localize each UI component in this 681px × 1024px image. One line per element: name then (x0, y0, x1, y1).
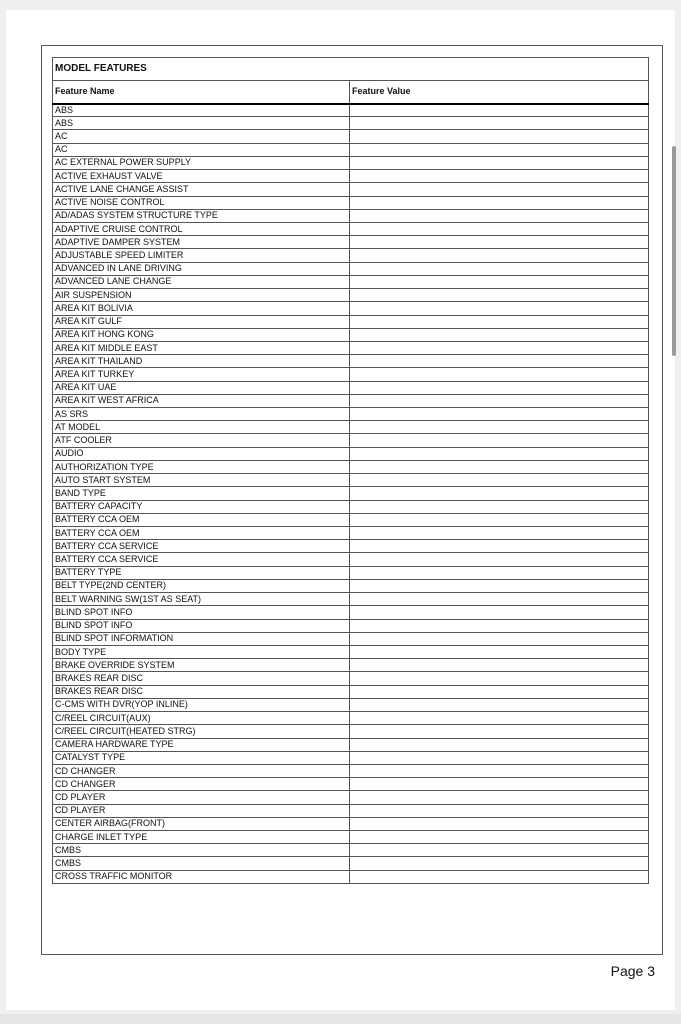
feature-name-cell: BLIND SPOT INFO (53, 606, 350, 619)
table-row (53, 143, 649, 156)
table-row (53, 170, 649, 183)
table-row (53, 764, 649, 777)
feature-name-cell: AC (53, 130, 350, 143)
table-row (53, 408, 649, 421)
feature-value-cell (350, 447, 649, 460)
feature-name-cell: AREA KIT HONG KONG (53, 328, 350, 341)
feature-value-cell (350, 302, 649, 315)
feature-name-cell: CENTER AIRBAG(FRONT) (53, 817, 350, 830)
feature-value-cell (350, 368, 649, 381)
feature-value-cell (350, 249, 649, 262)
table-row (53, 778, 649, 791)
table-row (53, 394, 649, 407)
feature-name-cell: BATTERY CCA OEM (53, 527, 350, 540)
vertical-scrollbar[interactable] (672, 146, 676, 356)
feature-name-cell: BRAKES REAR DISC (53, 685, 350, 698)
feature-name-cell: BATTERY CAPACITY (53, 500, 350, 513)
feature-value-cell (350, 341, 649, 354)
feature-name-cell: BLIND SPOT INFORMATION (53, 632, 350, 645)
table-row (53, 738, 649, 751)
feature-name-cell: ACTIVE EXHAUST VALVE (53, 170, 350, 183)
table-row (53, 619, 649, 632)
feature-value-cell (350, 394, 649, 407)
table-row (53, 685, 649, 698)
feature-value-cell (350, 460, 649, 473)
table-row (53, 474, 649, 487)
table-row (53, 566, 649, 579)
feature-value-cell (350, 764, 649, 777)
table-row (53, 844, 649, 857)
table-row (53, 831, 649, 844)
feature-value-cell (350, 117, 649, 130)
feature-name-cell: ABS (53, 117, 350, 130)
feature-name-cell: AIR SUSPENSION (53, 289, 350, 302)
feature-value-cell (350, 408, 649, 421)
table-row (53, 487, 649, 500)
table-row (53, 104, 649, 117)
table-row (53, 804, 649, 817)
table-header-row (53, 81, 649, 104)
table-row (53, 355, 649, 368)
feature-value-cell (350, 606, 649, 619)
feature-value-cell (350, 222, 649, 235)
feature-name-cell: BATTERY CCA OEM (53, 513, 350, 526)
feature-name-cell: BELT WARNING SW(1ST AS SEAT) (53, 593, 350, 606)
feature-value-cell (350, 209, 649, 222)
table-row (53, 117, 649, 130)
feature-name-cell: ADVANCED IN LANE DRIVING (53, 262, 350, 275)
model-features-table (52, 57, 649, 884)
feature-name-cell: AUTO START SYSTEM (53, 474, 350, 487)
table-row (53, 540, 649, 553)
feature-name-cell: AREA KIT WEST AFRICA (53, 394, 350, 407)
table-row (53, 315, 649, 328)
feature-value-cell (350, 685, 649, 698)
next-page-edge (0, 1014, 681, 1024)
table-row (53, 606, 649, 619)
table-row (53, 249, 649, 262)
feature-name-cell: CD PLAYER (53, 804, 350, 817)
column-header-feature-value: Feature Value (350, 81, 649, 104)
feature-value-cell (350, 593, 649, 606)
feature-value-cell (350, 738, 649, 751)
feature-name-cell: BELT TYPE(2ND CENTER) (53, 579, 350, 592)
feature-value-cell (350, 645, 649, 658)
feature-name-cell: AUDIO (53, 447, 350, 460)
table-row (53, 275, 649, 288)
feature-name-cell: ATF COOLER (53, 434, 350, 447)
feature-value-cell (350, 434, 649, 447)
feature-name-cell: BLIND SPOT INFO (53, 619, 350, 632)
table-row (53, 527, 649, 540)
table-title: MODEL FEATURES (53, 58, 649, 81)
feature-value-cell (350, 527, 649, 540)
table-row (53, 632, 649, 645)
feature-name-cell: CD CHANGER (53, 778, 350, 791)
table-row (53, 447, 649, 460)
table-row (53, 381, 649, 394)
table-body (53, 104, 649, 884)
feature-value-cell (350, 500, 649, 513)
feature-value-cell (350, 170, 649, 183)
feature-value-cell (350, 196, 649, 209)
feature-value-cell (350, 553, 649, 566)
feature-value-cell (350, 659, 649, 672)
feature-value-cell (350, 381, 649, 394)
table-row (53, 870, 649, 883)
table-row (53, 183, 649, 196)
feature-name-cell: CATALYST TYPE (53, 751, 350, 764)
feature-value-cell (350, 632, 649, 645)
column-header-feature-name: Feature Name (53, 81, 350, 104)
feature-name-cell: BODY TYPE (53, 645, 350, 658)
feature-value-cell (350, 870, 649, 883)
feature-name-cell: C-CMS WITH DVR(YOP INLINE) (53, 698, 350, 711)
feature-value-cell (350, 130, 649, 143)
feature-value-cell (350, 672, 649, 685)
feature-name-cell: BATTERY CCA SERVICE (53, 540, 350, 553)
table-row (53, 434, 649, 447)
feature-value-cell (350, 831, 649, 844)
feature-name-cell: C/REEL CIRCUIT(HEATED STRG) (53, 725, 350, 738)
table-title-row (53, 58, 649, 81)
feature-value-cell (350, 328, 649, 341)
table-row (53, 553, 649, 566)
table-row (53, 659, 649, 672)
table-row (53, 209, 649, 222)
feature-value-cell (350, 421, 649, 434)
feature-name-cell: AC (53, 143, 350, 156)
feature-name-cell: ACTIVE NOISE CONTROL (53, 196, 350, 209)
feature-value-cell (350, 262, 649, 275)
feature-value-cell (350, 289, 649, 302)
feature-name-cell: BRAKE OVERRIDE SYSTEM (53, 659, 350, 672)
feature-value-cell (350, 540, 649, 553)
feature-name-cell: BATTERY TYPE (53, 566, 350, 579)
table-row (53, 817, 649, 830)
feature-name-cell: BAND TYPE (53, 487, 350, 500)
table-row (53, 222, 649, 235)
feature-name-cell: ABS (53, 104, 350, 117)
table-row (53, 712, 649, 725)
table-row (53, 460, 649, 473)
feature-value-cell (350, 698, 649, 711)
table-row (53, 156, 649, 169)
feature-name-cell: AC EXTERNAL POWER SUPPLY (53, 156, 350, 169)
feature-name-cell: ADAPTIVE CRUISE CONTROL (53, 222, 350, 235)
feature-value-cell (350, 355, 649, 368)
feature-name-cell: C/REEL CIRCUIT(AUX) (53, 712, 350, 725)
feature-name-cell: AD/ADAS SYSTEM STRUCTURE TYPE (53, 209, 350, 222)
feature-value-cell (350, 579, 649, 592)
table-row (53, 513, 649, 526)
feature-value-cell (350, 315, 649, 328)
table-row (53, 751, 649, 764)
table-row (53, 262, 649, 275)
table-row (53, 328, 649, 341)
feature-value-cell (350, 712, 649, 725)
table-row (53, 857, 649, 870)
page-number: Page 3 (610, 963, 655, 979)
table-row (53, 421, 649, 434)
feature-name-cell: AREA KIT GULF (53, 315, 350, 328)
feature-value-cell (350, 817, 649, 830)
feature-value-cell (350, 619, 649, 632)
feature-name-cell: AREA KIT THAILAND (53, 355, 350, 368)
feature-name-cell: AREA KIT UAE (53, 381, 350, 394)
feature-value-cell (350, 725, 649, 738)
table-row (53, 236, 649, 249)
feature-name-cell: AUTHORIZATION TYPE (53, 460, 350, 473)
feature-name-cell: CD PLAYER (53, 791, 350, 804)
feature-value-cell (350, 804, 649, 817)
table-row (53, 368, 649, 381)
feature-name-cell: BRAKES REAR DISC (53, 672, 350, 685)
feature-value-cell (350, 778, 649, 791)
feature-value-cell (350, 857, 649, 870)
table-row (53, 302, 649, 315)
feature-name-cell: ADJUSTABLE SPEED LIMITER (53, 249, 350, 262)
feature-value-cell (350, 474, 649, 487)
feature-name-cell: AREA KIT BOLIVIA (53, 302, 350, 315)
feature-value-cell (350, 751, 649, 764)
table-row (53, 645, 649, 658)
feature-name-cell: CMBS (53, 844, 350, 857)
feature-name-cell: CAMERA HARDWARE TYPE (53, 738, 350, 751)
feature-name-cell: AS SRS (53, 408, 350, 421)
feature-value-cell (350, 513, 649, 526)
table-row (53, 579, 649, 592)
table-row (53, 196, 649, 209)
feature-value-cell (350, 183, 649, 196)
feature-name-cell: ACTIVE LANE CHANGE ASSIST (53, 183, 350, 196)
feature-name-cell: AT MODEL (53, 421, 350, 434)
feature-name-cell: BATTERY CCA SERVICE (53, 553, 350, 566)
table-row (53, 725, 649, 738)
feature-value-cell (350, 236, 649, 249)
feature-value-cell (350, 844, 649, 857)
feature-value-cell (350, 104, 649, 117)
feature-value-cell (350, 791, 649, 804)
table-row (53, 593, 649, 606)
feature-name-cell: AREA KIT TURKEY (53, 368, 350, 381)
table-row (53, 289, 649, 302)
feature-value-cell (350, 156, 649, 169)
table-row (53, 500, 649, 513)
table-row (53, 672, 649, 685)
feature-name-cell: CROSS TRAFFIC MONITOR (53, 870, 350, 883)
feature-value-cell (350, 275, 649, 288)
feature-value-cell (350, 487, 649, 500)
table-row (53, 791, 649, 804)
feature-value-cell (350, 566, 649, 579)
feature-name-cell: ADAPTIVE DAMPER SYSTEM (53, 236, 350, 249)
feature-value-cell (350, 143, 649, 156)
feature-name-cell: CHARGE INLET TYPE (53, 831, 350, 844)
feature-name-cell: CMBS (53, 857, 350, 870)
feature-name-cell: CD CHANGER (53, 764, 350, 777)
table-row (53, 698, 649, 711)
feature-name-cell: AREA KIT MIDDLE EAST (53, 341, 350, 354)
table-row (53, 130, 649, 143)
table-row (53, 341, 649, 354)
feature-name-cell: ADVANCED LANE CHANGE (53, 275, 350, 288)
